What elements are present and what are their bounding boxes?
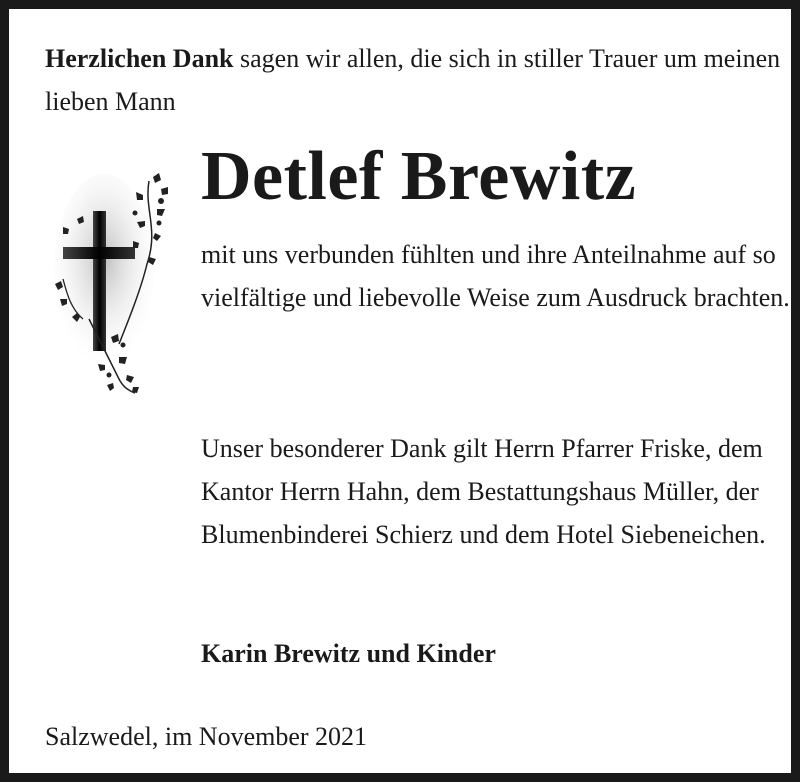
intro-bold: Herzlichen Dank [45, 44, 234, 73]
thanks-paragraph: mit uns verbunden fühlten und ihre Anteilnahme auf so vielfältige und liebevolle Weise zum Ausdruck brachten. [201, 240, 790, 312]
cross-with-ivy-icon [49, 169, 179, 399]
signature: Karin Brewitz und Kinder [201, 639, 496, 668]
place-and-date: Salzwedel, im November 2021 [45, 722, 368, 751]
intro-rest: sagen wir allen, die sich in stiller Trauer um meinen lieben Mann [45, 44, 781, 116]
intro-text [45, 37, 785, 123]
deceased-name: Detlef Brewitz [201, 138, 637, 215]
special-thanks-paragraph: Unser besonderer Dank gilt Herrn Pfarrer Friske, dem Kantor Herrn Hahn, dem Bestattungshaus Müller, der Blumenbinderei Schierz und dem Hotel Siebeneichen. [201, 434, 766, 549]
